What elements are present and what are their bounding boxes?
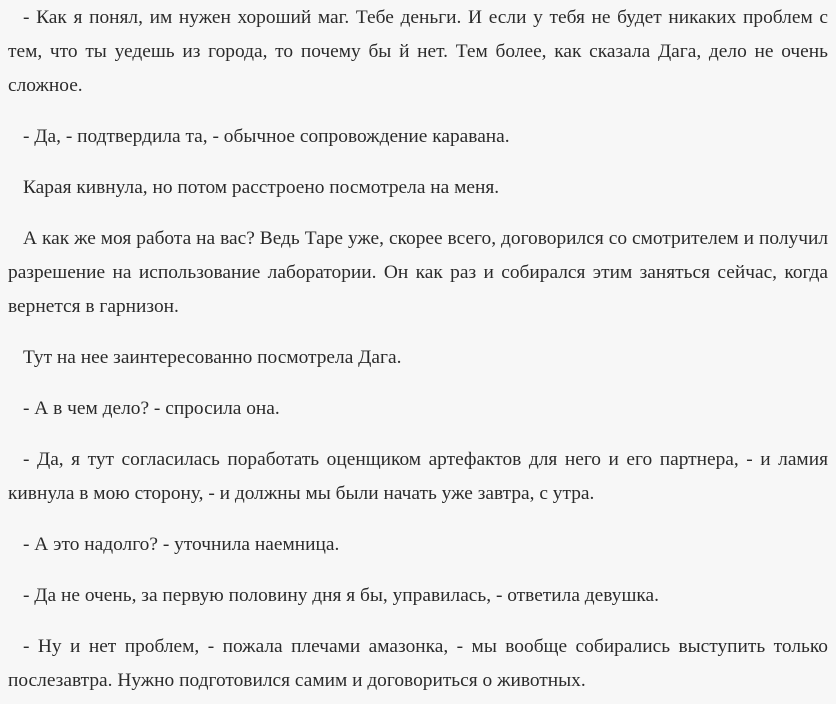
paragraph-2: - Да, - подтвердила та, - обычное сопровождение каравана. [23, 126, 510, 147]
paragraph-10: - Ну и нет проблем, - пожала плечами амазонка, - мы вообще собирались выступить только послезавтра. Нужно подготовился самим и договориться о животных. [8, 636, 828, 691]
paragraph-3: Карая кивнула, но потом расстроено посмотрела на меня. [23, 177, 500, 198]
paragraph-5: Тут на нее заинтересованно посмотрела Дага. [23, 347, 402, 368]
paragraph-1: - Как я понял, им нужен хороший маг. Тебе деньги. И если у тебя не будет никаких проблем с тем, что ты уедешь из города, то почему бы й нет. Тем более, как сказала Дага, дело не очень сложное. [8, 7, 828, 96]
paragraph-9: - Да не очень, за первую половину дня я бы, управилась, - ответила девушка. [23, 585, 659, 606]
paragraph-7: - Да, я тут согласилась поработать оценщиком артефактов для него и его партнера, - и ламия кивнула в мою сторону, - и должны мы были начать уже завтра, с утра. [8, 449, 828, 504]
paragraph-4: А как же моя работа на вас? Ведь Таре уже, скорее всего, договорился со смотрителем и получил разрешение на использование лаборатории. Он как раз и собирался этим заняться сейчас, когда вернется в гарнизон. [8, 228, 828, 317]
paragraph-6: - А в чем дело? - спросила она. [23, 398, 280, 419]
paragraph-8: - А это надолго? - уточнила наемница. [23, 534, 340, 555]
